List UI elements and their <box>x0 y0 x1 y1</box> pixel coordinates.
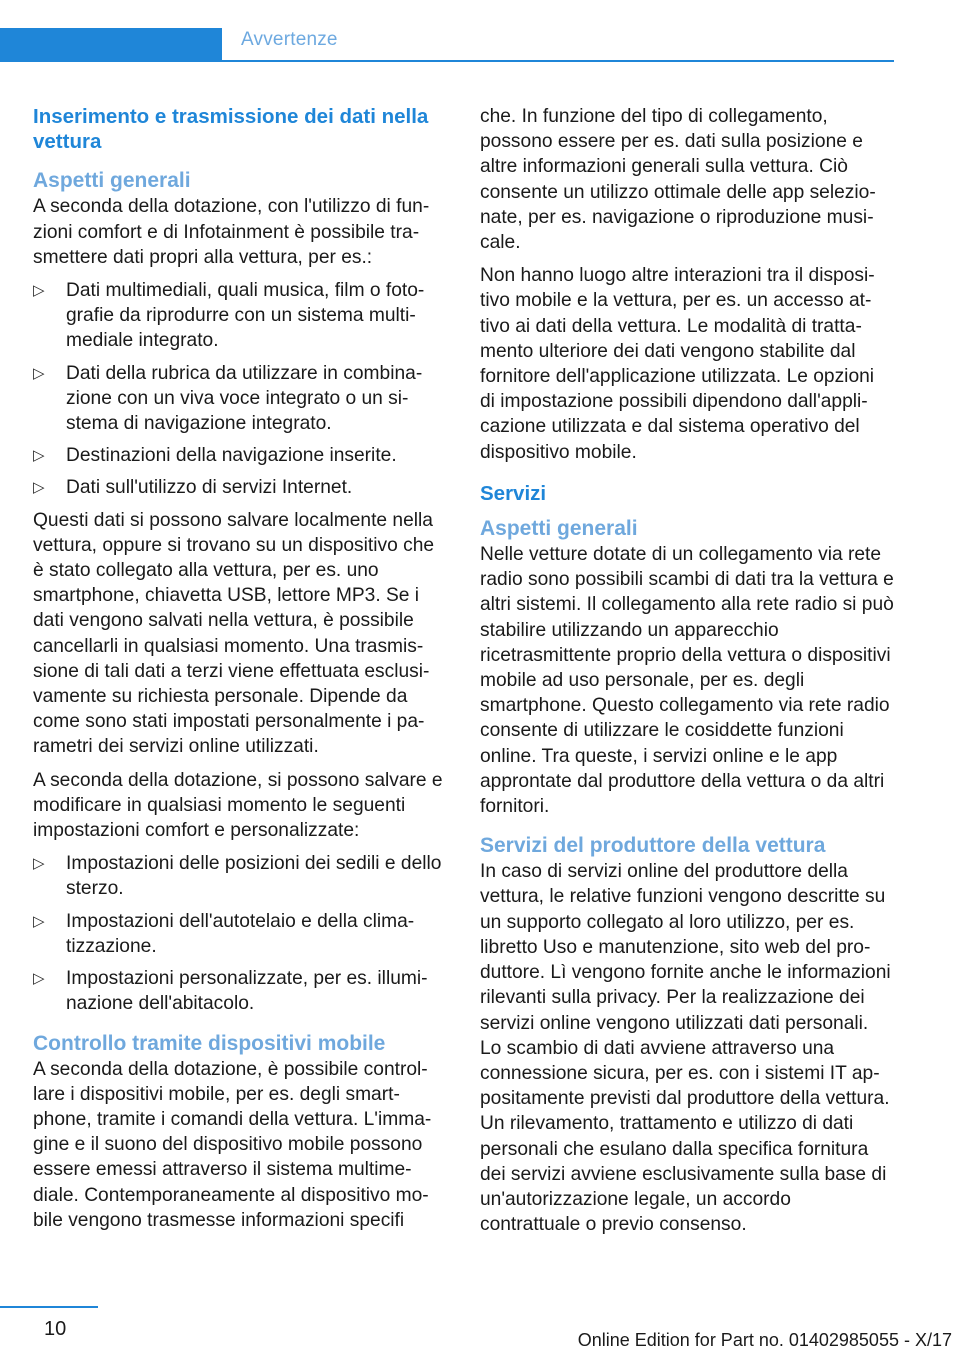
paragraph: A seconda della dotazione, si possono salvare e modificare in qualsiasi momento le seguenti impostazioni comfort e personalizzate: <box>33 769 443 842</box>
list-item: ▷ Impostazioni delle posizioni dei sedili e dello sterzo. <box>33 853 442 900</box>
triangle-right-icon: ▷ <box>33 912 45 930</box>
paragraph: In caso di servizi online del produttore della vettura, le relative funzioni vengono descritte su un supporto collegato al loro utilizzo, per es. libretto Uso e manutenzione, sito web del produttore. Lì vengono fornite anche le informazioni rilevanti sulla privacy. Per la realizzazione dei servizi online vengono utilizzati dati personali. Lo scambio di dati avviene attraverso una connessione sicura, per es. con i sistemi IT appositamente previsti dal produttore della vettura. Un rilevamento, trattamento e utilizzo di dati personali che esulano dalla specifica fornitura dei servizi avviene esclusivamente sulla base di un'autorizzazione legale, un accordo contrattuale o previo consenso. <box>480 861 891 1236</box>
header-bar <box>0 28 222 62</box>
list-item: ▷ Impostazioni dell'autotelaio e della climatizzazione. <box>33 910 415 957</box>
triangle-right-icon: ▷ <box>33 282 45 300</box>
subheading-general: Aspetti generali <box>480 517 638 541</box>
page-number: 10 <box>44 1318 67 1340</box>
paragraph: A seconda della dotazione, con l'utilizzo di funzioni comfort e di Infotainment è possibile trasmettere dati propri alla vettura, per es.: <box>33 196 430 268</box>
paragraph: Nelle vetture dotate di un collegamento via rete radio sono possibili scambi di dati tra la vettura e altri sistemi. Il collegamento alla rete radio si può stabilire utilizzando un apparecchio ricetrasmittente proprio della vettura o dispositivi mobile ad uso personale, per es. degli smartphone. Questo collegamento via rete radio consente di utilizzare le cosiddette funzioni online. Tra queste, i servizi online e le app approntate dal produttore della vettura o da altri fornitori. <box>480 544 894 818</box>
list-item: ▷ Dati multimediali, quali musica, film o fotografie da riprodurre con un sistema multimediale integrato. <box>33 280 425 352</box>
triangle-right-icon: ▷ <box>33 364 45 382</box>
section-title-services: Servizi <box>480 481 547 505</box>
triangle-right-icon: ▷ <box>33 447 45 465</box>
subheading-manufacturer-services: Servizi del produttore della vettura <box>480 834 826 858</box>
footer-edition: Online Edition for Part no. 01402985055 - X/17 <box>578 1330 960 1351</box>
list-item: ▷ Destinazioni della navigazione inserite. <box>33 443 447 468</box>
paragraph: Questi dati si possono salvare localmente nella vettura, oppure si trovano su un dispositivo che è stato collegato alla vettura, per es. uno smartphone, chiavetta USB, lettore MP3. Se i dati vengono salvati nella vettura, è possibile cancellarli in qualsiasi momento. Una trasmissione di tali dati a terzi viene effettuata esclusivamente su richiesta personale. Dipende da come sono stati impostati personalmente i parametri dei servizi online utilizzati. <box>33 509 435 758</box>
list-item: ▷ Dati della rubrica da utilizzare in combinazione con un viva voce integrato o un sistema di navigazione integrato. <box>33 362 423 435</box>
subheading-general: Aspetti generali <box>33 169 191 193</box>
paragraph: Non hanno luogo altre interazioni tra il dispositivo mobile e la vettura, per es. un accesso attivo ai dati della vettura. Le modalità di trattamento ulteriore dei dati vengono stabilite dal fornitore dell'applicazione utilizzata. Le opzioni di impostazione possibili dipendono dall'applicazione utilizzata e dal sistema operativo del dispositivo mobile. <box>480 265 875 463</box>
right-column <box>480 104 894 1245</box>
paragraph: che. In funzione del tipo di collegamento, possono essere per es. dati sulla posizione e altre informazioni generali sulla vettura. Ciò consente un utilizzo ottimale delle app selezionate, per es. navigazione o riproduzione musicale. <box>480 106 876 254</box>
triangle-right-icon: ▷ <box>33 970 45 988</box>
bullet-list-settings <box>33 851 447 1016</box>
subheading-mobile-control: Controllo tramite dispositivi mobile <box>33 1031 386 1055</box>
triangle-right-icon: ▷ <box>33 855 45 873</box>
left-column <box>33 104 447 1241</box>
list-item: ▷ Impostazioni personalizzate, per es. illuminazione dell'abitacolo. <box>33 968 428 1015</box>
list-item: ▷ Dati sull'utilizzo di servizi Internet. <box>33 475 447 500</box>
header-section-title: Avvertenze <box>241 29 338 50</box>
bullet-list-data <box>33 278 447 501</box>
triangle-right-icon: ▷ <box>33 479 45 497</box>
paragraph: A seconda della dotazione, è possibile controllare i dispositivi mobile, per es. degli smartphone, tramite i comandi della vettura. L'immagine e il suono del dispositivo mobile possono essere emessi attraverso il sistema multimediale. Contemporaneamente al dispositivo mobile vengono trasmesse informazioni specifi <box>33 1058 432 1231</box>
footer-rule <box>0 1306 98 1308</box>
header-rule <box>222 60 894 62</box>
section-title-data-input: Inserimento e trasmissione dei dati nella vettura <box>33 105 429 154</box>
